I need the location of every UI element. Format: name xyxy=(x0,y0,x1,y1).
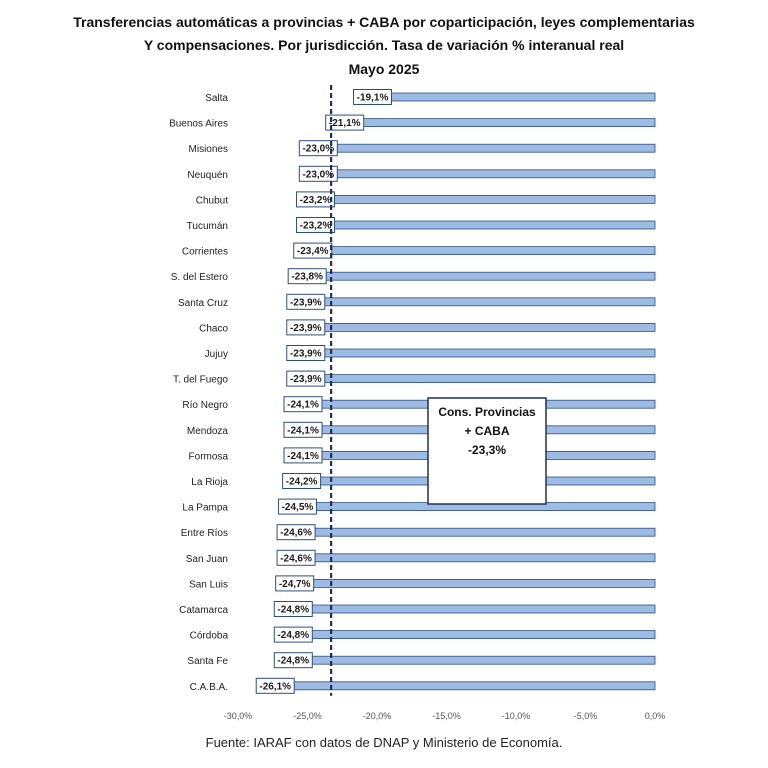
data-label: -23,2% xyxy=(299,194,332,206)
data-label: -23,9% xyxy=(289,297,322,309)
source-note: Fuente: IARAF con datos de DNAP y Ministerio de Economía. xyxy=(205,735,563,750)
data-label: -23,0% xyxy=(302,169,335,181)
category-label: Santa Cruz xyxy=(177,297,228,309)
data-label: -24,6% xyxy=(280,553,312,565)
data-label: -23,9% xyxy=(289,348,322,360)
bar xyxy=(362,119,655,127)
chart-title-line-1: Transferencias automáticas a provincias + CABA por coparticipación, leyes complementarias xyxy=(73,14,695,30)
category-label: San Luis xyxy=(189,579,228,591)
data-label: -24,7% xyxy=(278,578,311,590)
category-label: Río Negro xyxy=(182,400,228,412)
category-label: Jujuy xyxy=(204,349,228,360)
bar xyxy=(292,682,655,690)
data-label: -24,2% xyxy=(285,476,318,488)
category-label: San Juan xyxy=(185,553,228,565)
chart-title-line-3: Mayo 2025 xyxy=(348,61,420,77)
category-label: Chubut xyxy=(195,195,228,207)
category-label: Buenos Aires xyxy=(169,118,228,130)
bar xyxy=(323,375,655,383)
bar xyxy=(323,298,655,306)
category-label: T. del Fuego xyxy=(172,374,228,386)
data-label: -24,1% xyxy=(287,450,319,462)
reference-annotation-text: + CABA xyxy=(464,424,510,438)
x-tick-label: -20,0% xyxy=(362,711,392,721)
data-label: -26,1% xyxy=(259,681,292,693)
data-label: -23,8% xyxy=(291,271,324,283)
bar xyxy=(330,247,655,255)
category-label: Formosa xyxy=(188,451,228,463)
category-label: Salta xyxy=(205,93,228,104)
category-label: Santa Fe xyxy=(187,656,228,668)
category-label: Neuquén xyxy=(187,169,228,181)
data-label: -24,8% xyxy=(277,655,310,667)
category-label: Chaco xyxy=(199,323,228,335)
category-label: Tucumán xyxy=(186,221,228,232)
data-label: -24,1% xyxy=(287,425,319,437)
bar xyxy=(312,579,655,587)
category-label: C.A.B.A. xyxy=(189,681,228,693)
category-label: S. del Estero xyxy=(170,272,228,284)
bar xyxy=(310,656,655,664)
category-label: Entre Ríos xyxy=(180,528,228,540)
data-label: -23,9% xyxy=(289,374,322,386)
data-label: -24,8% xyxy=(277,604,310,616)
bar xyxy=(335,144,655,152)
bar xyxy=(310,631,655,639)
bar xyxy=(323,323,655,331)
category-label: La Pampa xyxy=(182,502,228,514)
data-label: -23,4% xyxy=(296,246,329,258)
data-label: -21,1% xyxy=(328,118,361,130)
category-label: La Rioja xyxy=(191,477,228,488)
x-tick-label: 0,0% xyxy=(644,711,666,721)
x-tick-label: -15,0% xyxy=(432,711,461,721)
x-tick-label: -10,0% xyxy=(501,711,531,721)
bar xyxy=(335,170,655,178)
category-label: Misiones xyxy=(188,144,228,156)
data-label: -24,1% xyxy=(287,399,319,411)
x-tick-label: -25,0% xyxy=(293,711,322,721)
data-label: -24,8% xyxy=(277,630,310,642)
data-label: -23,2% xyxy=(299,220,332,232)
x-tick-label: -30,0% xyxy=(223,711,253,721)
data-label: -19,1% xyxy=(356,92,389,104)
bar xyxy=(310,605,655,613)
bar xyxy=(333,195,655,203)
data-label: -23,0% xyxy=(302,143,335,155)
chart-title-line-2: Y compensaciones. Por jurisdicción. Tasa de variación % interanual real xyxy=(143,37,625,53)
category-label: Corrientes xyxy=(181,246,228,258)
reference-annotation-text: Cons. Provincias xyxy=(438,405,536,419)
bar xyxy=(324,272,655,280)
category-label: Catamarca xyxy=(179,605,228,616)
bar xyxy=(313,554,655,562)
x-tick-label: -5,0% xyxy=(573,711,598,721)
bar xyxy=(390,93,655,101)
data-label: -23,9% xyxy=(289,322,322,334)
bar xyxy=(323,349,655,357)
bar xyxy=(333,221,655,229)
data-label: -24,5% xyxy=(281,502,314,514)
bar xyxy=(313,528,655,536)
reference-annotation-text: -23,3% xyxy=(467,443,507,457)
data-label: -24,6% xyxy=(280,527,312,539)
category-label: Mendoza xyxy=(186,425,228,437)
category-label: Córdoba xyxy=(189,630,228,642)
